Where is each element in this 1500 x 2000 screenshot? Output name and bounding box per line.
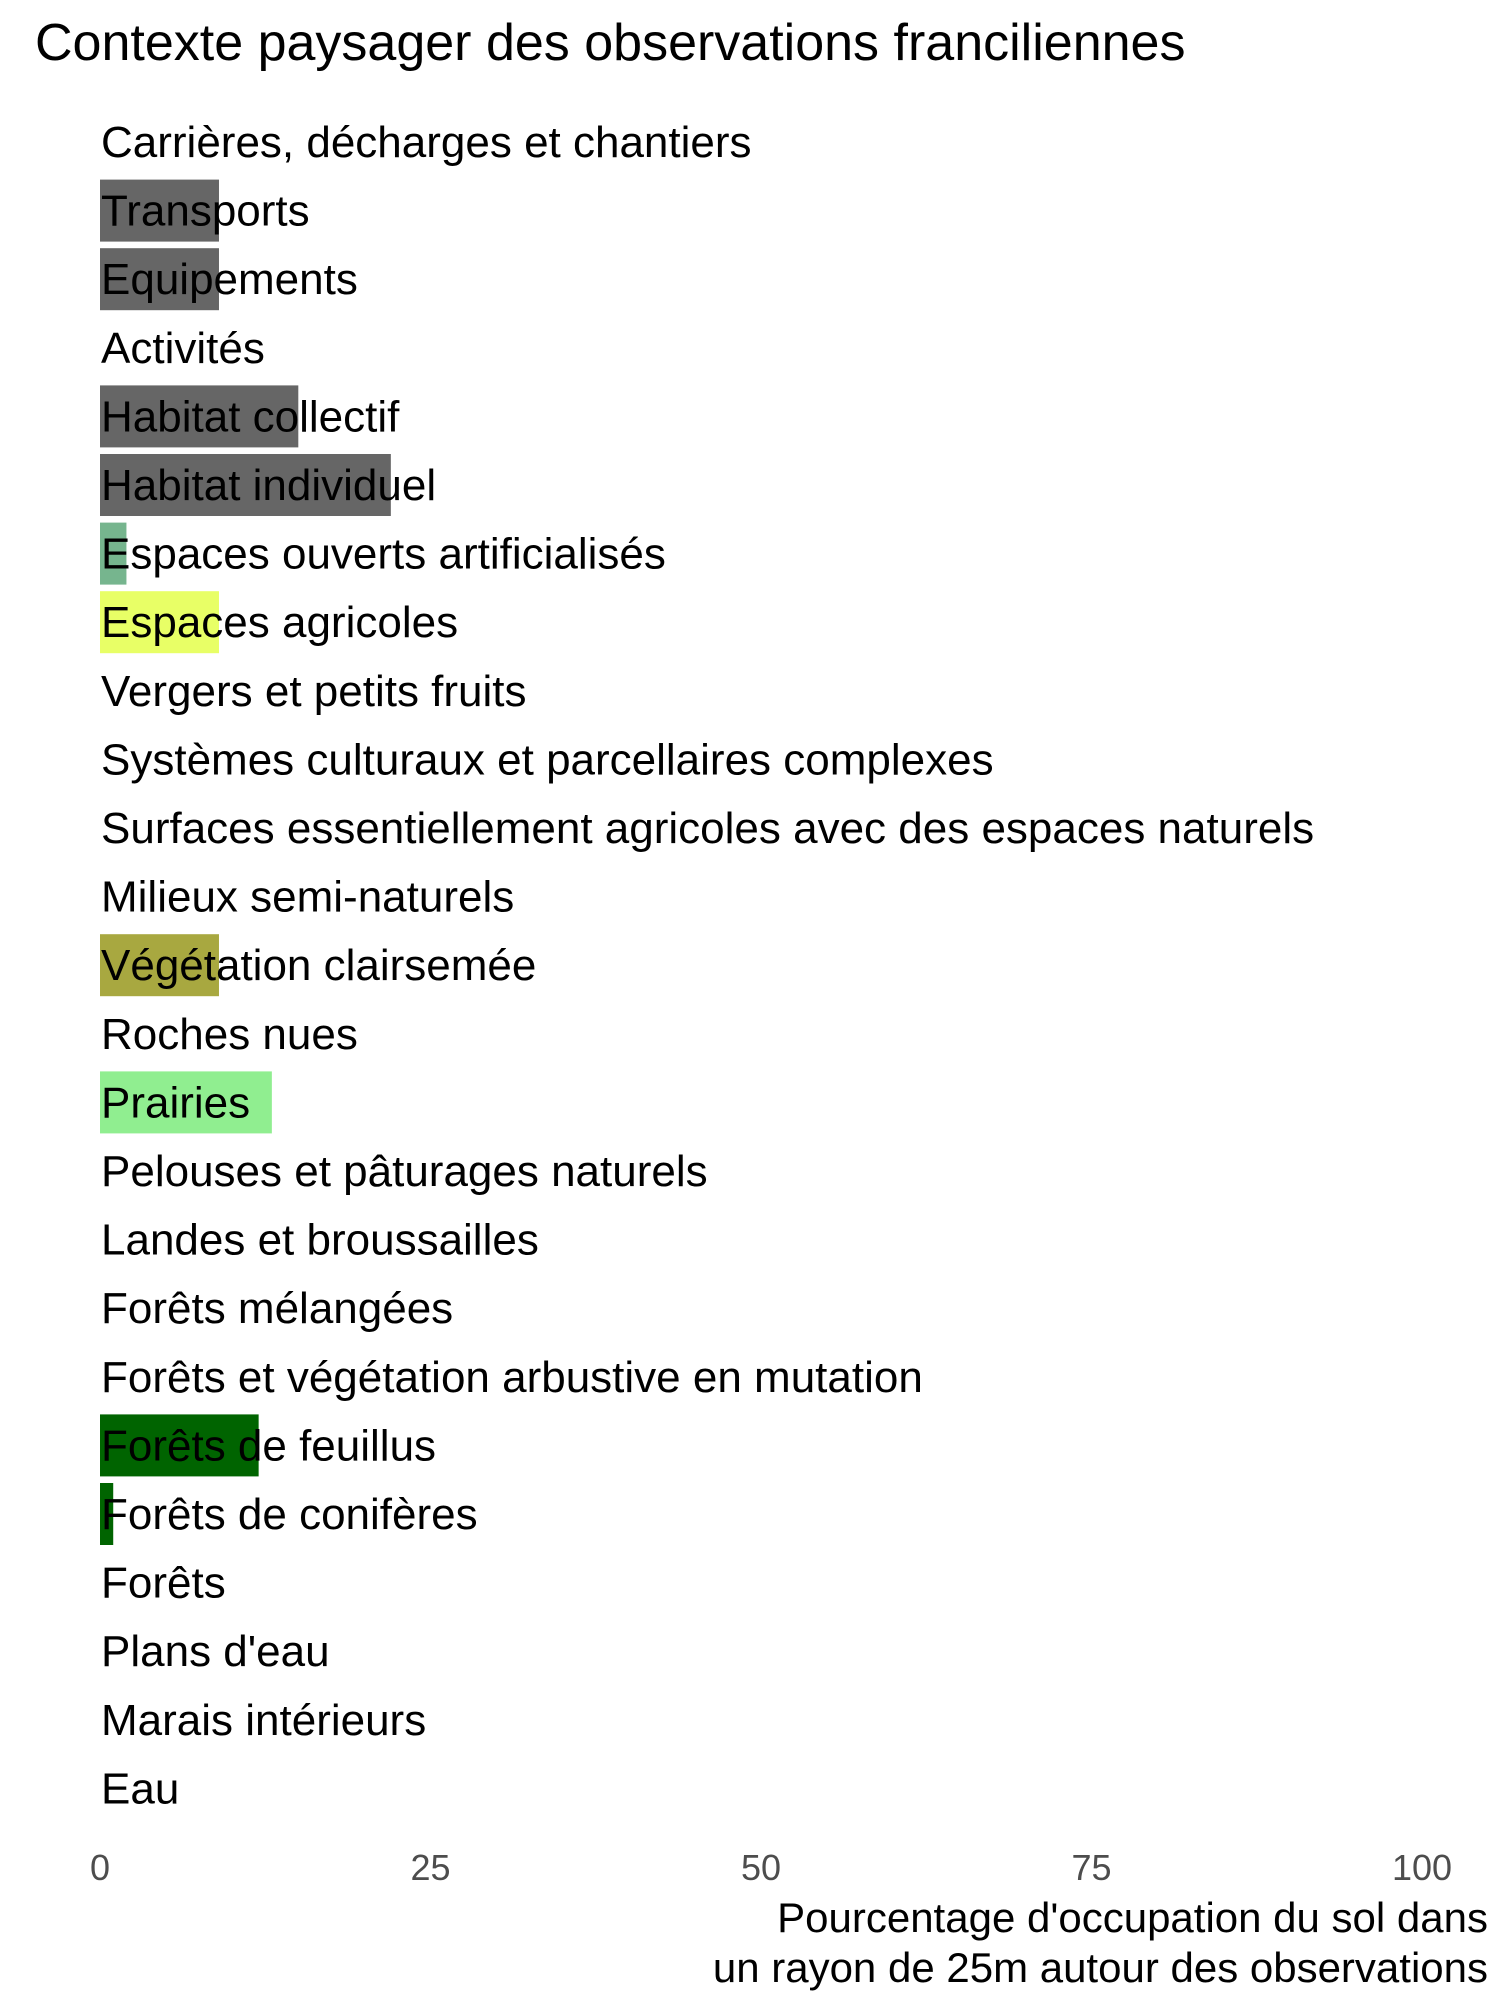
x-tick-label: 75 [1071,1847,1112,1888]
x-tick-label: 0 [89,1847,111,1888]
category-label: Habitat individuel [101,461,437,510]
x-tick-label: 100 [1391,1847,1453,1888]
category-label: Landes et broussailles [101,1215,539,1265]
category-label: Vergers et petits fruits [101,666,527,716]
category-label: Pelouses et pâturages naturels [101,1147,708,1196]
category-label: Forêts de conifères [101,1490,478,1539]
category-label: Marais intérieurs [101,1695,427,1745]
category-label: Systèmes culturaux et parcellaires complexes [101,735,994,785]
x-axis-title: Pourcentage d'occupation du sol dans [777,1894,1488,1941]
category-label: Espaces ouverts artificialisés [101,529,666,579]
category-label: Espaces agricoles [101,598,459,648]
category-label: Carrières, décharges et chantiers [101,118,752,167]
category-label: Prairies [101,1078,251,1128]
category-label: Habitat collectif [101,392,400,442]
category-label: Roches nues [101,1009,358,1059]
chart-title: Contexte paysager des observations franciliennes [35,14,1186,72]
category-label: Forêts [101,1558,226,1608]
category-label: Forêts et végétation arbustive en mutation [101,1352,923,1402]
category-label: Forêts mélangées [101,1284,454,1334]
category-label: Plans d'eau [101,1627,330,1677]
x-tick-label: 50 [740,1847,782,1888]
category-label: Transports [101,186,310,236]
category-label: Eau [101,1764,180,1814]
category-label: Végétation clairsemée [101,941,537,991]
x-tick-label: 25 [410,1847,451,1888]
category-label: Forêts de feuillus [101,1421,437,1471]
category-label: Surfaces essentiellement agricoles avec des espaces naturels [101,804,1315,853]
category-label: Milieux semi-naturels [101,872,515,922]
category-label: Activités [101,323,265,373]
x-axis-title: un rayon de 25m autour des observations [712,1944,1488,1991]
category-label: Equipements [101,255,358,305]
